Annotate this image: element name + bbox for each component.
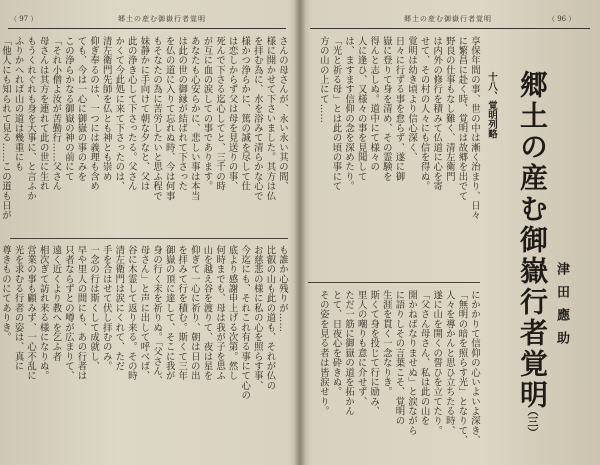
text-line: 光を求むる行者の姿は、真に [12,245,24,371]
running-head: 郷土の産む御嶽行者覚明 [118,15,206,23]
body-text-lower [308,290,480,458]
column-divider [10,238,288,239]
text-line: は、ますます信仰の念を深めたり。 [343,36,355,192]
text-line: 日々に行ずる事を怠らず、遂に御 [393,36,405,182]
text-line: 里人の嘲りも意に介せず、 [355,290,367,407]
text-line: 「他人にも知られて見る……この道も日が [0,36,11,221]
text-line: を拝む為に、水を浴みて清らかな心で [251,36,263,201]
header-rule [8,28,286,29]
text-line: 一念の行は斯くして成就し、 [88,245,100,371]
text-line: この浄らかなる御嶽の神の前にて [62,36,74,182]
text-line: 比叡の山も此の道も、それが仏の [264,245,276,391]
text-line: 尊きものにてありき。 [0,245,11,342]
text-line: 死んで下さる迄心してと、三千の時 [214,36,226,192]
text-line: 清左衛門先師を仏とも神とも崇め [100,36,112,182]
text-line: 斯くて身を投じて行に励み、 [368,290,380,416]
text-line: 何時までも、母は我が子を思ふ [214,245,226,381]
text-line: 底より感謝申上げる次第。然し [226,245,238,381]
text-line: を拝みて行を積む。斯くて三年 [176,245,188,381]
text-line: は此の世の御縁が結ばれて下さった [176,36,188,192]
text-line: 此の浄き心して下さったる。父さん [125,36,137,192]
text-line: 妹静かに手向けて朝な夕なと、父は [138,36,150,192]
column-divider [308,282,480,283]
text-line: 仰ぎて一心に祈り、朝は日の出 [188,245,200,381]
text-line: 人々を導かんと思ひ立ちたる時、 [443,290,455,436]
text-line: 方の山の上にて…… [317,36,329,124]
text-line: ても、今は一心に御嶽の事のみを [75,36,87,182]
text-line: 「父さん母さん、私は此の山を [418,290,430,426]
text-line: 様に開かせて下さいました。其方は仏 [264,36,276,201]
text-line: その姿を見る者は皆涙せり。 [317,290,329,416]
text-line: 手を合はせて伏し拝むのみ。 [100,245,112,371]
text-line: を仏の道に入りて忘れぬ時、今は何事 [163,36,175,201]
text-line: 「光と祈る母」とは此の頃の事にて [330,36,342,192]
text-line: 早や里人の間にも、あの行者は [75,245,87,381]
text-line: 得んと志しぬ。道中にて様々の [368,36,380,172]
text-line: に語りしその言葉こそ、覚明の [393,290,405,426]
text-line: 「無明の暗を照らす光」となりて、 [456,290,468,446]
article-title: 郷土の産む御嶽行者覚明 [516,70,549,411]
text-line: さんの母さんが、永い永い其の間、 [277,36,288,192]
text-line: 享保年間の事、世の中は漸く治まり、日々 [469,36,480,221]
text-line: 嶽に登りて身を清め、その霊験を [380,36,392,182]
text-line: 遂に山を開くの誓ひを立てたり。 [431,290,443,436]
text-line: 身の行く末を祈りぬ。「父さん、 [151,245,163,386]
text-line: も誰か心残りが…… [277,245,288,333]
text-line: ただ一筋に御嶽の道を拓かん [343,290,355,416]
page-number: （ 96 ） [548,15,576,23]
text-line: は内外の修行を積みて仏道に心を寄 [431,36,443,192]
text-line: ふりかへれば山の道は幾重にも [12,36,24,172]
text-line: 様かつ浄らかに、篤の誠を尽して仕 [239,36,251,192]
right-page [302,0,600,465]
text-line: とて、日夜心を砕きぬ。 [330,290,342,397]
text-line: 人に逢ひ、又様々の事を見聞して [355,36,367,182]
header-rule [310,28,590,29]
text-line: もうくれぐれも身を大事に、と言ふか [25,36,37,201]
text-line: 覚明は幼き頃より信心深く、 [406,36,418,162]
text-line: 母さん」と声に出して呼べば、 [138,245,150,381]
text-line: 御嶽の頂に達して、そこに我が [163,245,175,381]
body-text-upper [308,36,480,276]
text-line: せて、その村の人々にも信を得ぬ。 [418,36,430,192]
text-line: 只者ならずとの噂が広まりて、 [62,245,74,381]
text-line: あなたも心安らかに、悲しい事は本当 [188,36,200,201]
author-name: 津田應助 [554,262,569,354]
text-line: 今迄にも、それこれ有る事にて心の [239,245,251,401]
text-line: 仰ぎ奉るのは、一つには義理も含め [88,36,100,192]
text-line: 山を越え谷を渡りて、夜は星を [201,245,213,381]
text-line: お慈悲の様に私の心を照らす事、 [251,245,263,391]
page-number: （ 97 ） [10,15,38,23]
text-line: 相次ぎて訪れ来る様になりぬ。 [37,245,49,381]
text-line: 遠く近くより教へを乞ふ者 [50,245,62,362]
text-line: 谷に木霊して返り来る。その時 [125,245,137,381]
text-line: に繁昌に赴く時、覚明は故郷を出でて [456,36,468,201]
text-line: 「それ小僧よ汝が苦勤行……父さん [50,36,62,192]
running-head: 郷土の産む御嶽行者覚明 [404,15,492,23]
series-number: （三） [526,405,539,438]
text-line: 開かねばなりませぬ」と涙ながら [406,290,418,436]
text-line: 営業の事も顧みず、一心不乱に [25,245,37,381]
text-line: 野良の仕事もなし難く、清左衛門 [443,36,455,182]
text-line: かくて今此処に来て下さったのは、 [113,36,125,192]
body-text-lower [0,245,288,455]
text-line: 生涯を貫く一念なりき。 [380,290,392,397]
text-line: もそなたの為に苦労したいと思ふ程で [151,36,163,201]
text-line: 母さんは其方を連れて此の世に生れ [37,36,49,192]
text-line: にかかりて信仰の心いよいよ深き、 [469,290,480,446]
text-line: が互に血の涙しての事であります。 [201,36,213,192]
text-line: 清左衛門は涙にくれて、ただ [113,245,125,371]
left-page [0,0,298,465]
section-heading: 十八、覚明列略 [486,72,497,139]
text-line: は恋しからず父は母を見送りの事、 [226,36,238,192]
body-text-upper [0,36,288,231]
